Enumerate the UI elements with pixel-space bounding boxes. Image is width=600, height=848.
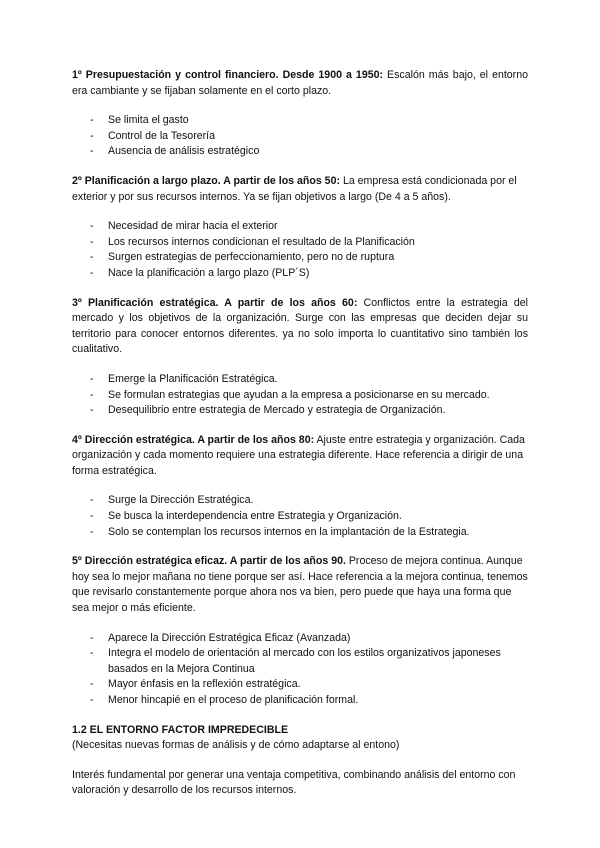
- list-item: - Desequilibrio entre estrategia de Mercado y estrategia de Organización.: [72, 403, 528, 419]
- section-1-paragraph: [72, 68, 528, 99]
- list-item: - Se busca la interdependencia entre Estrategia y Organización.: [72, 509, 528, 525]
- section-2-list: [72, 219, 528, 281]
- section-2-heading: 2º Planificación a largo plazo. A partir de los años 50:: [72, 174, 340, 187]
- list-item: - Se limita el gasto: [72, 113, 528, 129]
- section-5-heading: 5º Dirección estratégica eficaz. A partir de los años 90.: [72, 555, 346, 568]
- list-item: - Los recursos internos condicionan el resultado de la Planificación: [72, 235, 528, 251]
- section-5-list: [72, 631, 528, 709]
- list-item: - Solo se contemplan los recursos internos en la implantación de la Estrategia.: [72, 525, 528, 541]
- list-item: - Se formulan estrategias que ayudan a la empresa a posicionarse en su mercado.: [72, 388, 528, 404]
- list-item: - Nace la planificación a largo plazo (PLP´S): [72, 266, 528, 282]
- section-2-paragraph: [72, 174, 528, 205]
- section-1-list: [72, 113, 528, 160]
- list-item: - Mayor énfasis en la reflexión estratégica.: [72, 677, 528, 693]
- section-title: 1.2 EL ENTORNO FACTOR IMPREDECIBLE: [72, 723, 289, 736]
- list-item: - Integra el modelo de orientación al mercado con los estilos organizativos japoneses basados en la Mejora Continua: [72, 646, 528, 677]
- section-4-heading: 4º Dirección estratégica. A partir de los años 80:: [72, 433, 315, 446]
- list-item: - Menor hincapié en el proceso de planificación formal.: [72, 693, 528, 709]
- section-5-body: Proceso de mejora continua. Aunque hoy sea lo mejor mañana no tiene porque ser así. Hace referencia a la mejora continua, tenemos que revisarlo constantemente porque ahora nos va bien, pero puede que haya una forma que sea mejor o más eficiente.: [72, 555, 528, 615]
- section-3-paragraph: [72, 296, 528, 358]
- section-1-body: Escalón más bajo, el entorno era cambiante y se fijaban solamente en el corto plazo.: [72, 69, 528, 97]
- list-item: - Surgen estrategias de perfeccionamiento, pero no de ruptura: [72, 250, 528, 266]
- section-3-body: Conflictos entre la estrategia del mercado y los objetivos de la organización. Surge con las empresas que deciden dejar su territorio para conocer entornos diferentes. ya no solo importa lo cuantitativo sino también los cualitativo.: [72, 296, 528, 356]
- list-item: - Aparece la Dirección Estratégica Eficaz (Avanzada): [72, 631, 528, 647]
- list-item: - Necesidad de mirar hacia el exterior: [72, 219, 528, 235]
- section-subtitle: (Necesitas nuevas formas de análisis y de cómo adaptarse al entono): [72, 739, 400, 752]
- section-3-list: [72, 372, 528, 419]
- section-12-paragraph: Interés fundamental por generar una ventaja competitiva, combinando análisis del entorno con valoración y desarrollo de los recursos internos.: [72, 768, 516, 797]
- section-1-heading: 1º Presupuestación y control financiero. Desde 1900 a 1950:: [72, 69, 384, 81]
- document-page: [72, 68, 528, 799]
- section-5-paragraph: [72, 554, 528, 616]
- list-item: - Emerge la Planificación Estratégica.: [72, 372, 528, 388]
- list-item: - Surge la Dirección Estratégica.: [72, 493, 528, 509]
- section-2-body: La empresa está condicionada por el exterior y por sus recursos internos. Ya se fijan objetivos a largo (De 4 a 5 años).: [72, 174, 517, 203]
- section-4-body: Ajuste entre estrategia y organización. Cada organización y cada momento requiere una estrategia diferente. Hace referencia a dirigir de una forma estratégica.: [72, 433, 525, 477]
- section-4-paragraph: [72, 433, 528, 480]
- list-item: - Ausencia de análisis estratégico: [72, 144, 528, 160]
- section-3-heading: 3º Planificación estratégica. A partir de los años 60:: [72, 296, 358, 309]
- section-4-list: [72, 493, 528, 540]
- list-item: - Control de la Tesorería: [72, 129, 528, 145]
